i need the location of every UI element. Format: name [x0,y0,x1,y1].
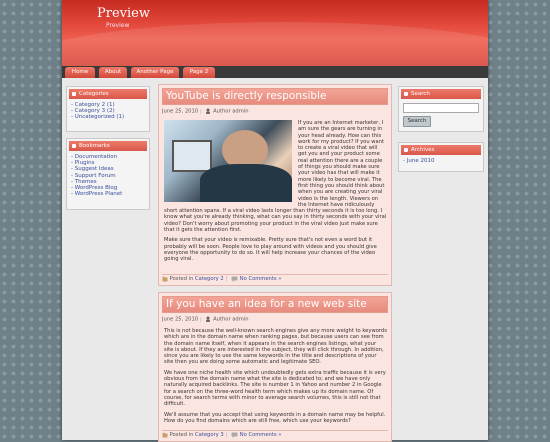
categories-list [71,102,149,121]
post-paragraph: We'll assume that you accept that using keywords in a domain name may be helpful. How do you find domains which are still free, which use your keywords? [164,411,386,424]
categories-title: Categories [79,91,109,97]
folder-icon [162,276,168,282]
search-widget-header [401,89,481,99]
post-article [158,292,392,442]
nav-tab-another-page[interactable]: Another Page [131,67,179,78]
category-link[interactable]: - Category 2 (1) [71,102,115,108]
page-wrapper [62,0,488,440]
bookmarks-widget-header [69,141,147,151]
bullet-icon [404,148,408,152]
posted-in-label: Posted in [169,276,194,282]
bookmarks-list [71,154,149,197]
nav-tab-page-2[interactable]: Page 2 [183,67,215,78]
archives-title: Archives [411,147,435,153]
search-widget [398,86,484,132]
site-header [62,0,488,66]
post-title[interactable]: YouTube is directly responsible [162,88,388,105]
post-meta: June 25, 2010 | Author admin [162,108,249,115]
categories-widget [66,86,150,132]
author-icon [205,316,211,322]
nav-tab-home[interactable]: Home [65,67,95,78]
search-input[interactable] [403,103,479,113]
folder-icon [162,432,168,438]
post-paragraph: If you are an Internet marketer, I am sure the gears are turning in your head already. How can this work for my product? If you want to create a viral video that will get you and your product some real attention there are a couple of things you should make sure your video has that will make it more likely to become viral. The first thing you should think about when you are creating your viral video is the length. Viewers on the Internet have ridiculously short attention spans. If a viral video lasts longer than thirty seconds it is too long. I know what you're already thinking, what can you say in thirty seconds with your viral video? Don't worry about promoting your product in the viral video just make sure that it gets the attention first. [164,120,387,234]
post-title[interactable]: If you have an idea for a new web site [162,296,388,313]
post-body [164,328,387,424]
post-author[interactable]: Author admin [213,108,249,115]
bullet-icon [72,144,76,148]
comment-icon [231,432,238,438]
post-footer: Posted in Category 2 | No Comments » [162,274,388,283]
category-link[interactable]: - Uncategorized (1) [71,114,125,121]
post-date: June 25, 2010 [162,108,199,115]
post-image [164,120,292,202]
post-comments-link[interactable]: No Comments » [239,432,282,438]
bullet-icon [404,92,408,96]
bookmarks-title: Bookmarks [79,143,110,149]
bookmark-link[interactable]: - WordPress Planet [71,191,123,198]
bullet-icon [72,92,76,96]
site-title[interactable]: Preview [97,6,150,21]
post-footer: Posted in Category 3 | No Comments » [162,430,388,439]
post-article [158,84,392,286]
search-title: Search [411,91,430,97]
comment-icon [231,276,238,282]
post-category-link[interactable]: Category 2 [195,276,224,282]
post-author[interactable]: Author admin [213,316,249,323]
nav-tab-about[interactable]: About [99,67,127,78]
main-nav [62,66,488,78]
bookmark-link[interactable]: - Documentation [71,154,118,160]
post-body [164,120,387,263]
author-icon [205,108,211,114]
post-paragraph: We have one niche health site which undoubtedly gets extra traffic because it is very obvious from the domain name what the site is dedicated to; and we have only naturally acquired backlinks. The site is number 1 in Yahoo and number 2 in Google for a search on the three-word health term which makes up its domain name. Of course, for search terms with minor to average search volumes, this is still not that difficult. [164,369,386,408]
archives-widget-header [401,145,481,155]
search-button[interactable]: Search [403,116,431,127]
archive-link[interactable]: - June 2010 [403,158,435,164]
archives-widget [398,142,484,172]
post-paragraph: Make sure that your video is remixable. Pretty sure that's not even a word but it probably will be soon. People love to play around with videos and you should give everyone the opportunity to do so. It will help increase your chances of the video going viral. [164,237,377,263]
site-description: Preview [106,22,130,29]
category-link[interactable]: - Category 3 (2) [71,108,115,115]
bookmarks-widget [66,138,150,210]
post-comments-link[interactable]: No Comments » [239,276,282,282]
bookmark-link[interactable]: - Support Forum [71,172,116,179]
post-paragraph: This is not because the well-known search engines give any more weight to keywords which are in the domain name when ranking pages, but because users can see from the domain name itself, when it appears in the search engines listings, what your site is about. If they are interested in the subject, they will click through. In addition, since you are likely to use the same keywords in the title and descriptions of your site then you are doing some automatic and legitimate SEO. [164,328,387,366]
bookmark-link[interactable]: - Plugins [71,160,95,167]
bookmark-link[interactable]: - Themes [71,178,97,185]
bookmark-link[interactable]: - Suggest Ideas [71,166,114,173]
categories-widget-header [69,89,147,99]
bookmark-link[interactable]: - WordPress Blog [71,185,118,192]
post-meta: June 25, 2010 | Author admin [162,316,249,323]
posted-in-label: Posted in [169,432,194,438]
post-date: June 25, 2010 [162,316,199,323]
post-category-link[interactable]: Category 3 [195,432,224,438]
archives-list [403,158,483,164]
